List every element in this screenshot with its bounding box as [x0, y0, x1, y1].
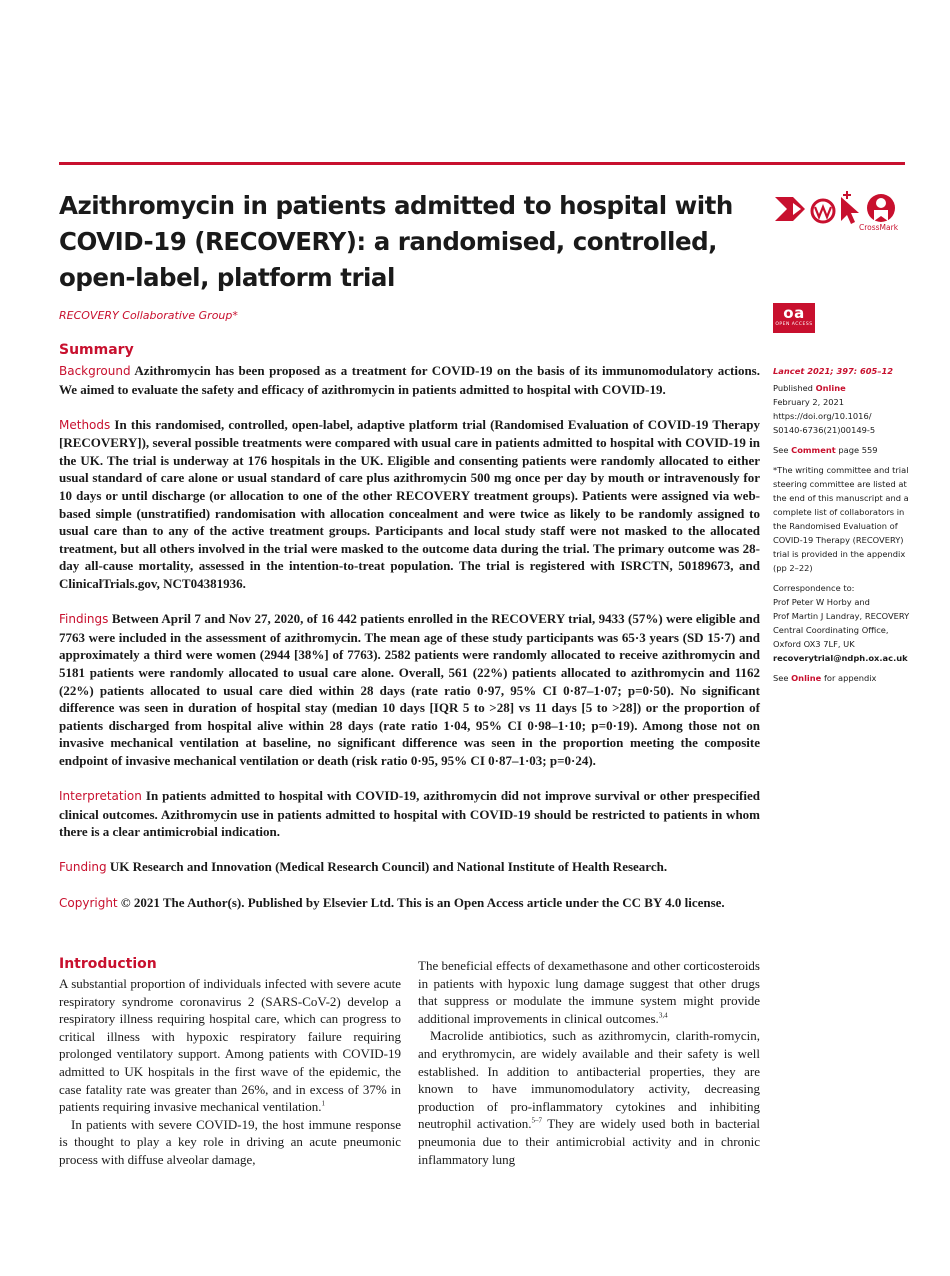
abstract-text: Between April 7 and Nov 27, 2020, of 16 442 patients enrolled in the RECOVERY trial, 9433 (57%) were eligible and 7763 were included in the assessment of azithromycin. The mean age of these study participants was 65·3 years (SD 15·7) and approximately a third were women (2944 [38%] of 7763). 2582 patients were randomly allocated to receive azithromycin and 5181 patients were randomly allocated to usual care alone. Overall, 561 (22%) patients allocated to azithromycin and 1162 (22%) patients allocated to usual care died within 28 days (rate ratio 0·97, 95% CI 0·87–1·07; p=0·50). No significant difference was seen in duration of hospital stay (median 10 days [IQR 5 to >28] vs 11 days [5 to >28]) or the proportion of patients discharged from hospital alive within 28 days (rate ratio 1·04, 95% CI 0·98–1·10; p=0·19). Among those not on invasive mechanical ventilation at baseline, no significant difference was seen in the proportion meeting the composite endpoint of invasive mechanical ventilation or death (risk ratio 0·95, 95% CI 0·87–1·03; p=0·24). [59, 611, 760, 768]
intro-text: The beneficial effects of dexamethasone and other corticosteroids in patients with hypoxic lung damage suggest that other drugs that suppress or modulate the immune system might provide additional improvements in clinical outcomes. [418, 958, 760, 1026]
journal-logos [773, 191, 903, 231]
intro-column-right [418, 957, 760, 1168]
crossmark-icon [867, 194, 895, 222]
abstract-background [59, 362, 760, 398]
correspondence-line: Prof Martin J Landray, RECOVERY [773, 611, 910, 621]
intro-text: In patients with severe COVID-19, the host immune response is thought to play a key role in driving an acute pneumonic process with diffuse alveolar damage, [59, 1116, 401, 1167]
abstract-funding [59, 858, 760, 877]
abstract-copyright [59, 894, 760, 913]
doi-line-2[interactable]: S0140-6736(21)00149-5 [773, 425, 876, 435]
abstract-interpretation [59, 787, 760, 841]
appendix-reference [773, 671, 913, 685]
summary-heading: Summary [59, 342, 134, 358]
introduction-heading: Introduction [59, 956, 157, 972]
open-access-badge [773, 303, 815, 333]
article-title: Azithromycin in patients admitted to hospital with COVID-19 (RECOVERY): a randomised, controlled, open-label, platform trial [59, 191, 733, 292]
intro-paragraph [418, 957, 760, 1027]
abstract [59, 362, 760, 930]
see-label: See [773, 445, 789, 455]
abstract-text: In this randomised, controlled, open-label, adaptive platform trial (Randomised Evaluation of COVID-19 Therapy [RECOVERY]), several possible treatments were compared with usual care in patients admitted to hospital with COVID-19 in the UK. The trial is underway at 176 hospitals in the UK. Eligible and consenting patients were randomly allocated to either usual standard of care alone or usual standard of care plus azithromycin 500 mg once per day by mouth or intravenously for 10 days or until discharge (or allocation to one of the other RECOVERY treatment groups). Patients were assigned via web-based simple (unstratified) randomisation with allocation concealment and were twice as likely to be randomly assigned to usual care than to any of the active treatment groups. Participants and local study staff were not masked to the allocated treatment, but all others involved in the trial were masked to the outcome data during the trial. The primary outcome was 28-day all-cause mortality, assessed in the intention-to-treat population. The trial is registered with ISRCTN, 50189673, and ClinicalTrials.gov, NCT04381936. [59, 416, 760, 592]
appendix-online-link[interactable]: Online [791, 673, 822, 683]
author-footnote: *The writing committee and trial steering committee are listed at the end of this manuscript and a complete list of collaborators in the Randomised Evaluation of COVID-19 Therapy (RECOVERY) trial is provided in the appendix (pp 2–22) [773, 465, 909, 573]
comment-reference [773, 443, 913, 457]
published-online-link[interactable]: Online [815, 383, 846, 393]
reference-marker[interactable]: 1 [321, 1099, 325, 1108]
intro-paragraph [59, 1116, 401, 1169]
reference-marker[interactable]: 5–7 [531, 1117, 542, 1126]
abstract-label: Background [59, 364, 131, 378]
comment-page: page 559 [838, 445, 878, 455]
author-list[interactable]: RECOVERY Collaborative Group* [59, 309, 238, 322]
abstract-text: © 2021 The Author(s). Published by Elsevier Ltd. This is an Open Access article under the CC BY 4.0 license. [120, 895, 725, 911]
crossmark-label[interactable]: CrossMark [859, 223, 899, 232]
journal-citation: Lancet 2021; 397: 605–12 [773, 366, 894, 376]
abstract-text: In patients admitted to hospital with COVID-19, azithromycin did not improve survival or other prespecified clinical outcomes. Azithromycin use in patients admitted to hospital with COVID-19 should be restricted to patients in whom there is a clear antimicrobial indication. [59, 787, 760, 840]
published-date: February 2, 2021 [773, 397, 845, 407]
appendix-text: for appendix [823, 673, 877, 683]
oa-badge-sub: OPEN ACCESS [775, 322, 813, 327]
abstract-label: Findings [59, 612, 109, 627]
abstract-label: Copyright [59, 896, 118, 911]
published-line [773, 381, 913, 395]
published-label: Published [773, 383, 813, 393]
cursor-icon [841, 191, 859, 224]
header-rule [59, 162, 905, 165]
intro-column-left [59, 975, 401, 1169]
intro-text: A substantial proportion of individuals infected with severe acute respiratory syndrome coronavirus 2 (SARS-CoV-2) develop a respiratory illness requiring hospital care, which can progress to critical illness with hypoxic respiratory failure requiring prolonged ventilatory support. Among patients with COVID-19 admitted to UK hospitals in the first wave of the epidemic, the case fatality rate was greater than 26%, and in excess of 37% in patients requiring invasive mechanical ventilation. [59, 976, 401, 1115]
see-label: See [773, 673, 789, 683]
intro-paragraph [59, 975, 401, 1116]
doi-line-1[interactable]: https://doi.org/10.1016/ [773, 411, 872, 421]
arrow-logo-icon [775, 197, 805, 221]
correspondence-line: Oxford OX3 7LF, UK [773, 639, 855, 649]
abstract-text: Azithromycin has been proposed as a treatment for COVID-19 on the basis of its immunomodulatory actions. We aimed to evaluate the safety and efficacy of azithromycin in patients admitted to hospital with COVID-19. [59, 363, 760, 397]
abstract-text: UK Research and Innovation (Medical Research Council) and National Institute of Health Research. [109, 859, 668, 875]
correspondence-email[interactable]: recoverytrial@ndph.ox.ac.uk [773, 653, 908, 663]
reference-marker[interactable]: 3,4 [658, 1011, 668, 1020]
abstract-methods [59, 416, 760, 593]
author-logo-icon [812, 200, 834, 222]
intro-text: They are widely used both in bacterial pneumonia due to their antimicrobial activity and in chronic inflammatory lung [418, 1116, 760, 1167]
article-sidebar [773, 364, 913, 685]
abstract-label: Methods [59, 417, 111, 432]
abstract-label: Funding [59, 860, 107, 875]
correspondence-line: Prof Peter W Horby and [773, 597, 870, 607]
comment-link[interactable]: Comment [791, 445, 836, 455]
intro-paragraph [418, 1027, 760, 1168]
correspondence-line: Central Coordinating Office, [773, 625, 889, 635]
abstract-label: Interpretation [59, 788, 142, 803]
correspondence-label: Correspondence to: [773, 583, 855, 593]
oa-badge-main: oa [783, 304, 805, 322]
intro-text: Macrolide antibiotics, such as azithromycin, clarith-romycin, and erythromycin, are widely available and their safety is well established. In addition to antibacterial properties, they are known to have immunomodulatory activity, decreasing production of pro-inflammatory cytokines and inhibiting neutrophil activation. [418, 1028, 760, 1132]
abstract-findings [59, 610, 760, 769]
